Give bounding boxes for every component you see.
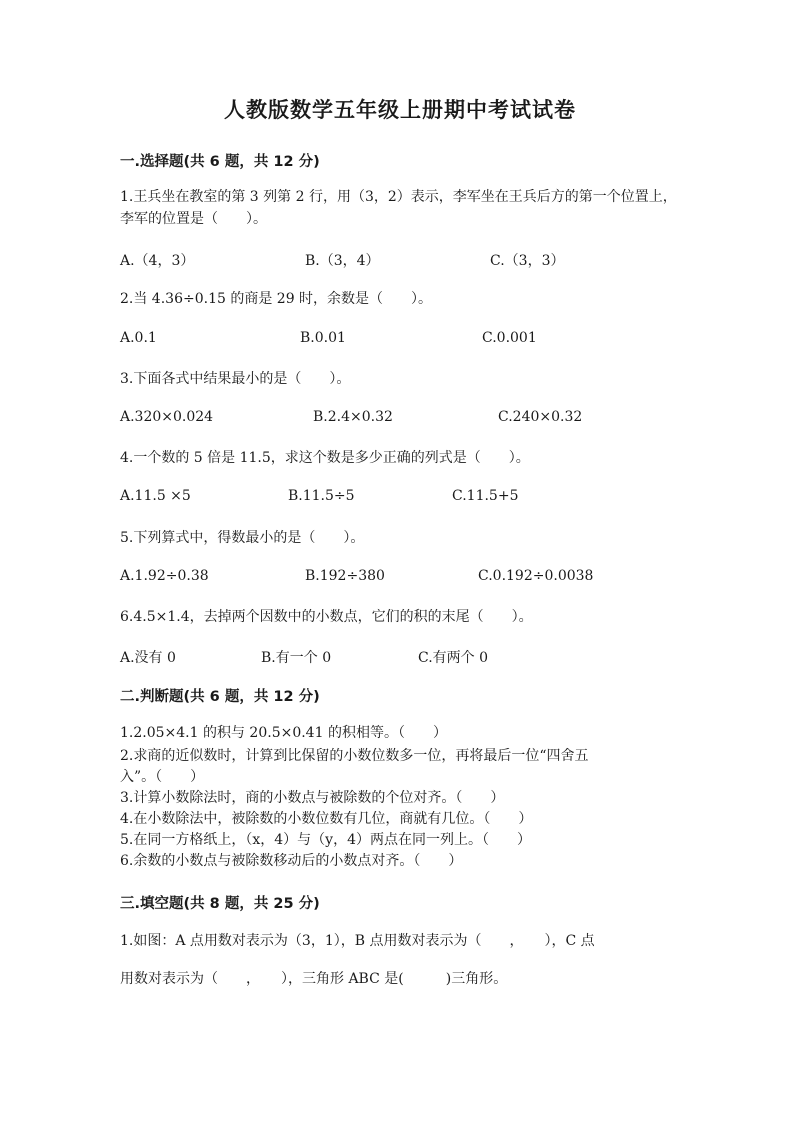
question-5-option-a: A.1.92÷0.38 <box>120 568 209 584</box>
question-2-option-c: C.0.001 <box>482 330 537 346</box>
question-4-option-c: C.11.5+5 <box>452 488 519 504</box>
section-heading-fill: 三.填空题(共 8 题，共 25 分) <box>120 896 320 912</box>
question-1-option-a: A.（4，3） <box>120 253 195 269</box>
judgement-line-6: 6.余数的小数点与被除数移动后的小数点对齐。（ ） <box>120 853 463 869</box>
question-6-option-b: B.有一个 0 <box>261 650 332 666</box>
fill-line-1: 1.如图：A 点用数对表示为（3，1），B 点用数对表示为（ ， ），C 点 <box>120 933 595 949</box>
question-2-option-b: B.0.01 <box>300 330 346 346</box>
judgement-line-4: 4.在小数除法中，被除数的小数位数有几位，商就有几位。（ ） <box>120 811 533 827</box>
question-2-option-a: A.0.1 <box>120 330 157 346</box>
judgement-line-3: 3.计算小数除法时，商的小数点与被除数的个位对齐。（ ） <box>120 790 505 806</box>
judgement-line-2-cont: 入”。（ ） <box>120 769 205 785</box>
judgement-line-2: 2.求商的近似数时，计算到比保留的小数位数多一位，再将最后一位“四舍五 <box>120 748 589 764</box>
question-1-option-b: B.（3，4） <box>305 253 380 269</box>
question-6: 6.4.5×1.4，去掉两个因数中的小数点，它们的积的末尾（ ）。 <box>120 609 533 625</box>
section-heading-judgement: 二.判断题(共 6 题，共 12 分) <box>120 689 320 705</box>
question-6-option-c: C.有两个 0 <box>418 650 489 666</box>
question-3-option-b: B.2.4×0.32 <box>313 409 393 425</box>
fill-line-2: 用数对表示为（ ， ），三角形 ABC 是( )三角形。 <box>120 971 508 987</box>
judgement-line-1: 1.2.05×4.1 的积与 20.5×0.41 的积相等。（ ） <box>120 725 447 741</box>
section-heading-choice: 一.选择题(共 6 题，共 12 分) <box>120 154 320 170</box>
question-6-option-a: A.没有 0 <box>120 650 176 666</box>
question-3: 3.下面各式中结果最小的是（ ）。 <box>120 371 351 387</box>
page-title: 人教版数学五年级上册期中考试试卷 <box>224 98 576 122</box>
question-4-option-a: A.11.5 ×5 <box>120 488 191 504</box>
question-4: 4.一个数的 5 倍是 11.5，求这个数是多少正确的列式是（ ）。 <box>120 450 530 466</box>
question-5: 5.下列算式中，得数最小的是（ ）。 <box>120 530 365 546</box>
question-3-option-a: A.320×0.024 <box>120 409 214 425</box>
judgement-line-5: 5.在同一方格纸上，（x，4）与（y，4）两点在同一列上。（ ） <box>120 832 531 848</box>
question-5-option-c: C.0.192÷0.0038 <box>478 568 594 584</box>
question-4-option-b: B.11.5÷5 <box>288 488 355 504</box>
question-2: 2.当 4.36÷0.15 的商是 29 时，余数是（ ）。 <box>120 291 433 307</box>
question-5-option-b: B.192÷380 <box>305 568 385 584</box>
question-1: 1.王兵坐在教室的第 3 列第 2 行，用（3，2）表示，李军坐在王兵后方的第一个位置上，李军的位置是（ ）。 <box>120 189 677 227</box>
question-3-option-c: C.240×0.32 <box>498 409 583 425</box>
question-1-option-c: C.（3，3） <box>490 253 565 269</box>
